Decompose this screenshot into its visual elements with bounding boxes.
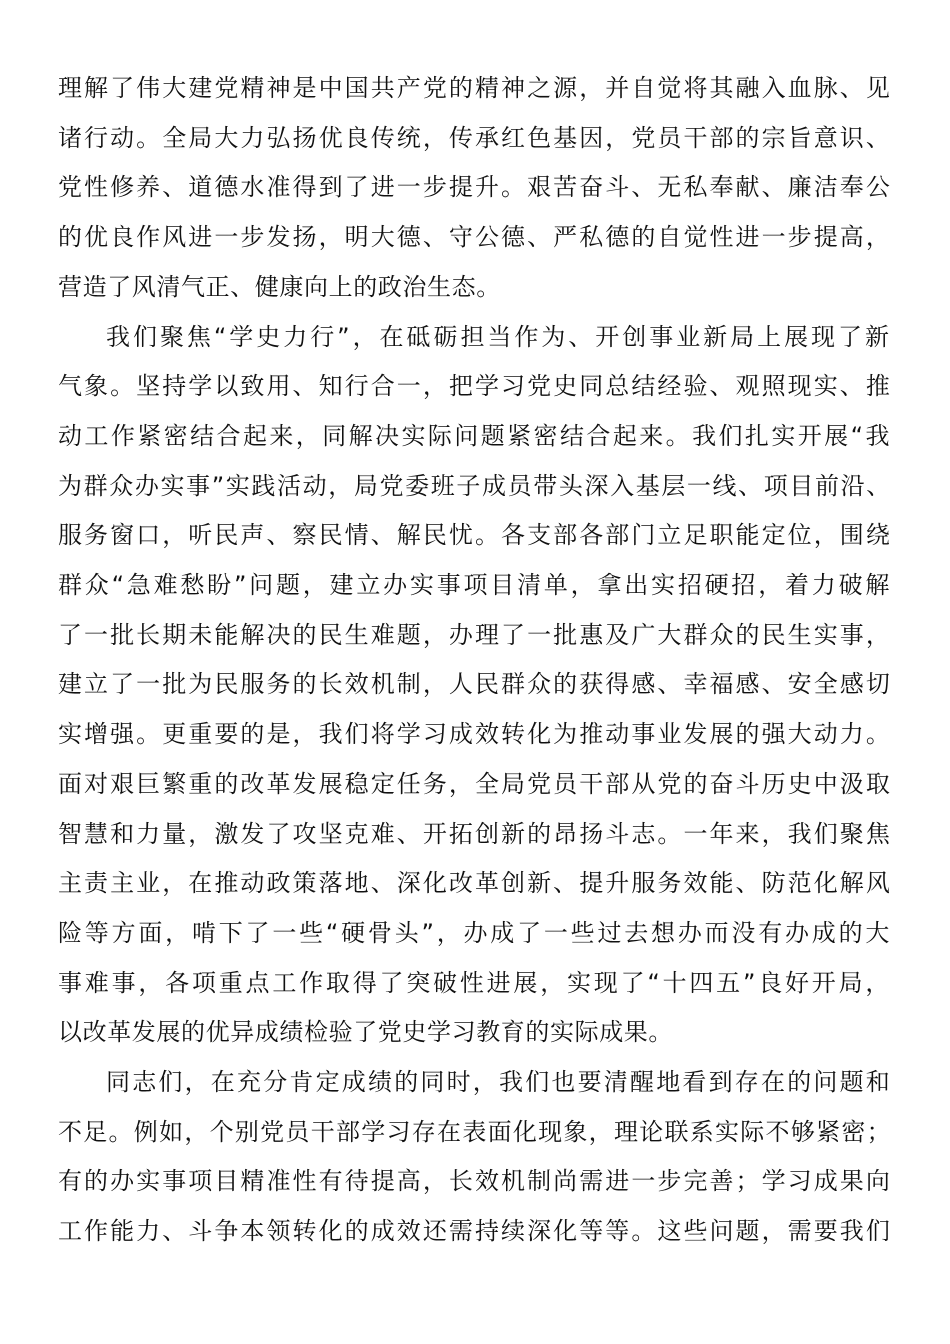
text-line: 动工作紧密结合起来，同解决实际问题紧密结合起来。我们扎实开展“我: [58, 421, 892, 450]
text-line: 的优良作风进一步发扬，明大德、守公德、严私德的自觉性进一步提高，: [58, 223, 892, 252]
text-line: 我们聚焦“学史力行”，在砥砺担当作为、开创事业新局上展现了新: [106, 322, 892, 351]
text-line: 实增强。更重要的是，我们将学习成效转化为推动事业发展的强大动力。: [58, 720, 892, 749]
text-line: 以改革发展的优异成绩检验了党史学习教育的实际成果。: [58, 1018, 673, 1047]
text-line: 群众“急难愁盼”问题，建立办实事项目清单，拿出实招硬招，着力破解: [58, 571, 893, 600]
paragraph-1: [58, 64, 892, 313]
text-line: 工作能力、斗争本领转化的成效还需持续深化等等。这些问题，需要我们: [58, 1217, 892, 1246]
paragraph-3: [58, 1058, 892, 1257]
text-line: 营造了风清气正、健康向上的政治生态。: [58, 272, 501, 301]
text-line: 为群众办实事”实践活动，局党委班子成员带头深入基层一线、项目前沿、: [58, 471, 892, 500]
paragraph-2: [58, 313, 892, 1059]
text-line: 气象。坚持学以致用、知行合一，把学习党史同总结经验、观照现实、推: [58, 372, 892, 401]
text-line: 服务窗口，听民声、察民情、解民忧。各支部各部门立足职能定位，围绕: [58, 521, 892, 550]
text-line: 主责主业，在推动政策落地、深化改革创新、提升服务效能、防范化解风: [58, 869, 892, 898]
text-line: 了一批长期未能解决的民生难题，办理了一批惠及广大群众的民生实事，: [58, 620, 892, 649]
text-line: 险等方面，啃下了一些“硬骨头”，办成了一些过去想办而没有办成的大: [58, 918, 893, 947]
text-line: 智慧和力量，激发了攻坚克难、开拓创新的昂扬斗志。一年来，我们聚焦: [58, 819, 892, 848]
text-line: 有的办实事项目精准性有待提高，长效机制尚需进一步完善；学习成果向: [58, 1167, 892, 1196]
text-line: 事难事，各项重点工作取得了突破性进展，实现了“十四五”良好开局，: [58, 968, 893, 997]
text-line: 诸行动。全局大力弘扬优良传统，传承红色基因，党员干部的宗旨意识、: [58, 123, 892, 152]
text-line: 理解了伟大建党精神是中国共产党的精神之源，并自觉将其融入血脉、见: [58, 74, 892, 102]
text-line: 不足。例如，个别党员干部学习存在表面化现象，理论联系实际不够紧密；: [58, 1117, 892, 1146]
text-line: 建立了一批为民服务的长效机制，人民群众的获得感、幸福感、安全感切: [58, 670, 892, 699]
document-body: [58, 64, 892, 1257]
text-line: 面对艰巨繁重的改革发展稳定任务，全局党员干部从党的奋斗历史中汲取: [58, 769, 892, 798]
text-line: 同志们，在充分肯定成绩的同时，我们也要清醒地看到存在的问题和: [106, 1068, 892, 1097]
text-line: 党性修养、道德水准得到了进一步提升。艰苦奋斗、无私奉献、廉洁奉公: [58, 173, 892, 202]
